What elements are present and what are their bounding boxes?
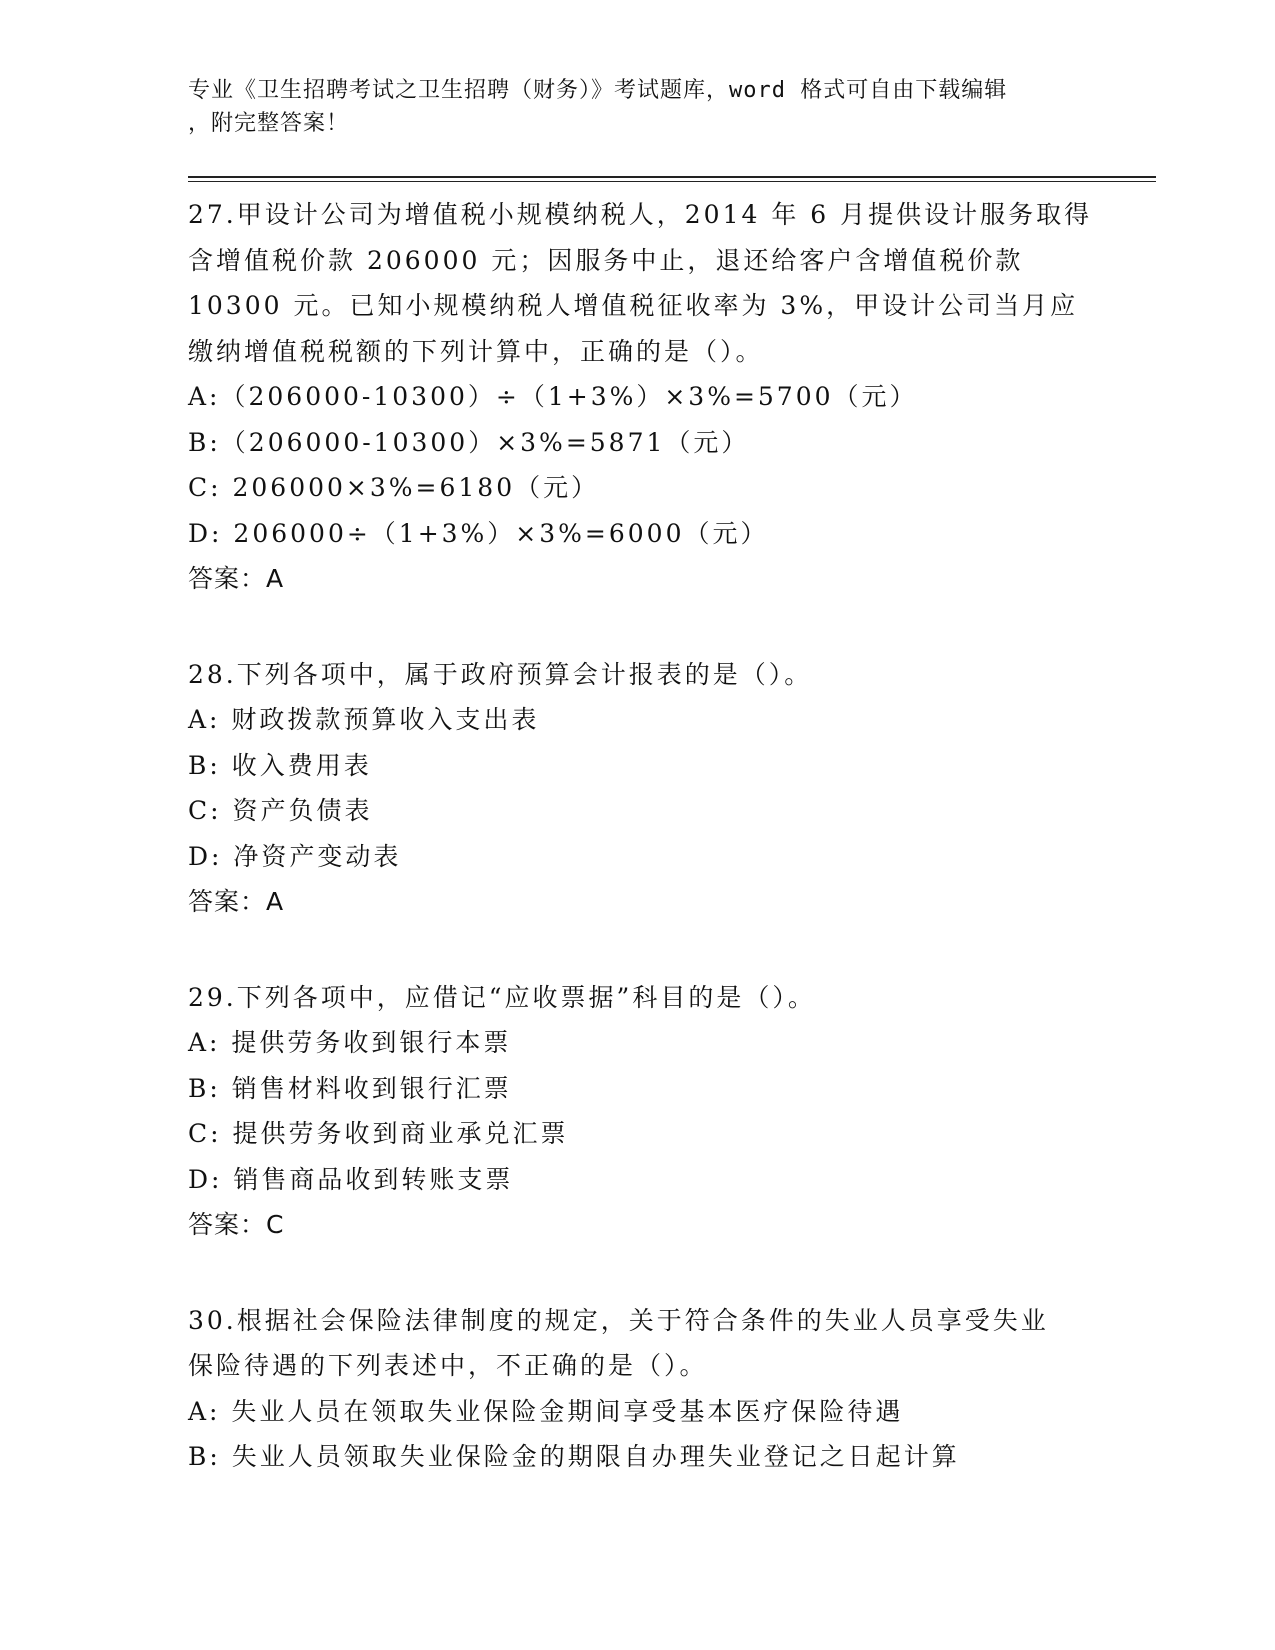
option-a: A: 提供劳务收到银行本票 xyxy=(188,1028,512,1057)
question-text-line: 30.根据社会保险法律制度的规定，关于符合条件的失业人员享受失业 xyxy=(188,1305,1049,1335)
option-d: D: 净资产变动表 xyxy=(188,841,402,871)
option-b: B: 失业人员领取失业保险金的期限自办理失业登记之日起计算 xyxy=(188,1442,960,1471)
option-d: D: 销售商品收到转账支票 xyxy=(188,1164,514,1194)
question-text-line: 27.甲设计公司为增值税小规模纳税人，2014 年 6 月提供设计服务取得 xyxy=(188,200,1093,229)
option-a: A: 失业人员在领取失业保险金期间享受基本医疗保险待遇 xyxy=(188,1396,904,1426)
answer: 答案：A xyxy=(188,887,285,916)
document-header xyxy=(188,74,1088,140)
option-b: B: 销售材料收到银行汇票 xyxy=(188,1073,512,1103)
question-text-line: 缴纳增值税税额的下列计算中，正确的是（）。 xyxy=(188,336,764,366)
option-c: C: 206000×3%=6180（元） xyxy=(188,473,600,502)
question-list xyxy=(188,192,1093,1530)
option-b: B:（206000-10300）×3%=5871（元） xyxy=(188,427,750,457)
answer: 答案：A xyxy=(188,564,285,593)
answer: 答案：C xyxy=(188,1210,285,1239)
option-b: B: 收入费用表 xyxy=(188,750,372,780)
question-27 xyxy=(188,192,1093,602)
option-c: C: 资产负债表 xyxy=(188,796,373,825)
question-text-line: 29.下列各项中，应借记“应收票据”科目的是（）。 xyxy=(188,982,816,1012)
header-line-1: 专业《卫生招聘考试之卫生招聘（财务）》考试题库，word 格式可自由下载编辑 xyxy=(188,78,1008,103)
question-text-line: 10300 元。已知小规模纳税人增值税征收率为 3%，甲设计公司当月应 xyxy=(188,291,1079,320)
option-d: D: 206000÷（1+3%）×3%=6000（元） xyxy=(188,518,769,548)
question-28 xyxy=(188,652,1088,925)
header-divider-thin xyxy=(188,181,1156,182)
option-a: A: 财政拨款预算收入支出表 xyxy=(188,705,540,734)
header-divider xyxy=(188,176,1156,178)
question-text-line: 保险待遇的下列表述中，不正确的是（）。 xyxy=(188,1351,708,1380)
question-30 xyxy=(188,1298,1088,1480)
question-text-line: 含增值税价款 206000 元；因服务中止，退还给客户含增值税价款 xyxy=(188,245,1024,275)
option-a: A:（206000-10300）÷（1+3%）×3%=5700（元） xyxy=(188,382,918,411)
question-29 xyxy=(188,975,1088,1248)
question-text-line: 28.下列各项中，属于政府预算会计报表的是（）。 xyxy=(188,659,813,689)
header-line-2: ，附完整答案！ xyxy=(188,111,350,136)
option-c: C: 提供劳务收到商业承兑汇票 xyxy=(188,1119,569,1148)
